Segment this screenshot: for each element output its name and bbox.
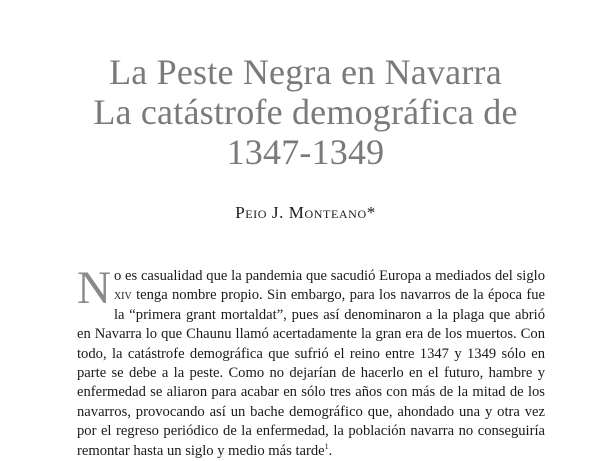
article-title [40,52,571,172]
body-segment-1: o es casualidad que la pandemia que sacudió Europa a mediados del siglo [113,268,545,284]
drop-cap: N [77,262,111,314]
title-line-2: La catástrofe demográfica de [93,92,518,132]
author-name: Peio J. Monteano* [235,203,376,222]
title-line-3: 1347-1349 [226,132,385,172]
article-body [77,262,545,461]
body-segment-2: tenga nombre propio. Sin embargo, para los navarros de la época fue la “primera grant mortaldat”, pues así denominaron a la plaga que abrió en Navarra lo que Chaunu llamó acertadamente la gran era de los muertos. Con todo, la catástrofe demográfica que sufrió el reino entre 1347 y 1349 sólo en parte se debe a la peste. Como no dejarían de hacerlo en el futuro, hambre y enfermedad se aliaron para acabar en sólo tres años con más de la mitad de los navarros, provocando así un bache demográfico que, ahondado una y otra vez por el regreso periódico de la enfermedad, la población navarra no conseguiría remontar hasta un siglo y medio más tarde [77,287,545,459]
body-end: . [328,442,333,459]
footnote-marker[interactable]: 1 [324,441,329,451]
century-numeral: xiv [113,287,132,304]
title-line-1: La Peste Negra en Navarra [109,52,502,92]
